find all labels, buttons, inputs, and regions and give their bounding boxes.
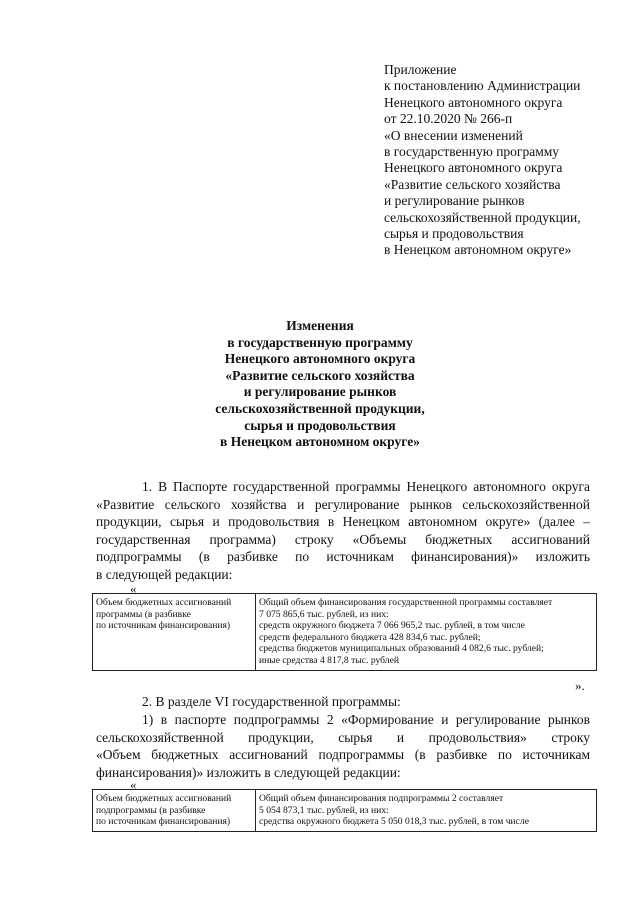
paragraph-line: 1) в паспорте подпрограммы 2 «Формирование и регулирование рынков	[142, 712, 590, 727]
cell-line: программы (в разбивке	[96, 608, 191, 620]
cell-line: Объем бюджетных ассигнований	[96, 597, 232, 608]
paragraph-line: финансирования)» изложить в следующей редакции:	[96, 764, 401, 780]
paragraph-line: 1. В Паспорте государственной программы Ненецкого автономного округа	[142, 479, 590, 494]
appendix-line: Приложение	[384, 62, 457, 77]
table-row	[93, 790, 597, 832]
cell-line: средства окружного бюджета 5 050 018,3 тыс. рублей, в том числе	[259, 816, 529, 828]
appendix-line: «Развитие сельского хозяйства	[384, 176, 561, 192]
document-title	[0, 318, 640, 451]
appendix-line: Ненецкого автономного округа	[384, 160, 563, 176]
appendix-line: сырья и продовольствия	[384, 226, 524, 242]
table-row	[93, 594, 597, 671]
appendix-line: сельскохозяйственной продукции,	[384, 209, 581, 225]
title-line: в государственную программу	[227, 334, 413, 350]
paragraph-line: «Объем бюджетных ассигнований подпрограммы (в разбивке по источникам	[96, 747, 590, 762]
cell-line: 7 075 865,6 тыс. рублей, из них:	[259, 608, 389, 620]
cell-line: средств окружного бюджета 7 066 965,2 тыс. рублей, в том числе	[259, 620, 525, 632]
cell-line: по источникам финансирования)	[96, 620, 231, 632]
section1-paragraph	[96, 478, 590, 583]
table-cell-label	[93, 790, 256, 832]
appendix-block	[384, 62, 624, 259]
title-line: сельскохозяйственной продукции,	[215, 400, 425, 416]
title-line: и регулирование рынков	[243, 384, 397, 400]
paragraph-line: 2. В разделе VI государственной программы:	[142, 694, 401, 709]
appendix-line: к постановлению Администрации	[384, 78, 581, 94]
close-quote: ».	[575, 678, 585, 693]
open-quote: «	[130, 581, 137, 596]
paragraph-line: «Развитие сельского хозяйства и регулирование рынков сельскохозяйственной	[96, 496, 590, 512]
appendix-line: Ненецкого автономного округа	[384, 94, 563, 110]
title-line: Ненецкого автономного округа	[224, 351, 416, 367]
cell-line: средств федерального бюджета 428 834,6 тыс. рублей;	[259, 631, 481, 643]
appendix-line: и регулирование рынков	[384, 193, 525, 209]
cell-line: по источникам финансирования)	[96, 816, 231, 828]
paragraph-line: государственная программа) строку «Объемы бюджетных ассигнований	[96, 531, 590, 547]
cell-line: подпрограммы (в разбивке	[96, 804, 206, 816]
section2-heading	[96, 693, 590, 711]
budget-table-2	[92, 789, 597, 832]
paragraph-line: в следующей редакции:	[96, 566, 233, 582]
cell-line: средства бюджетов муниципальных образований 4 082,6 тыс. рублей;	[259, 643, 544, 655]
cell-line: Объем бюджетных ассигнований	[96, 793, 232, 804]
title-line: сырья и продовольствия	[244, 417, 396, 433]
title-line: в Ненецком автономном округе»	[220, 434, 420, 450]
cell-line: Общий объем финансирования подпрограммы 2 составляет	[259, 793, 504, 804]
appendix-line: в Ненецком автономном округе»	[384, 242, 572, 258]
cell-line: 5 054 873,1 тыс. рублей, из них:	[259, 804, 389, 816]
appendix-line: «О внесении изменений	[384, 127, 523, 143]
cell-line: иные средства 4 817,8 тыс. рублей	[259, 654, 399, 666]
paragraph-line: сельскохозяйственной продукции, сырья и продовольствия» строку	[96, 729, 590, 745]
paragraph-line: подпрограммы (в разбивке по источникам финансирования)» изложить	[96, 549, 590, 564]
table-cell-value	[256, 594, 597, 671]
table-cell-label	[93, 594, 256, 671]
budget-table-1	[92, 593, 597, 671]
appendix-line: от 22.10.2020 № 266-п	[384, 111, 513, 127]
cell-line: Общий объем финансирования государственной программы составляет	[259, 597, 553, 608]
title-line: Изменения	[286, 318, 354, 333]
open-quote: «	[130, 777, 137, 792]
paragraph-line: продукции, сырья и продовольствия в Ненецком автономном округе» (далее –	[96, 514, 590, 529]
section2-paragraph	[96, 711, 590, 781]
appendix-line: в государственную программу	[384, 144, 560, 160]
table-cell-value	[256, 790, 597, 832]
title-line: «Развитие сельского хозяйства	[225, 367, 415, 383]
